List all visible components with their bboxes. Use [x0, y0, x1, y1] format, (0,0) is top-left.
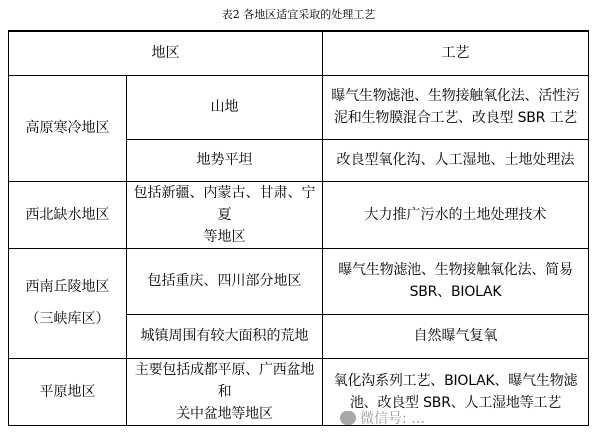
region-plain: 平原地区: [9, 358, 127, 425]
process-northwest: 大力推广污水的土地处理技术: [323, 181, 589, 248]
header-region: 地区: [9, 31, 323, 75]
process-line: 氧化沟系列工艺、BIOLAK、曝气生物滤: [333, 372, 578, 389]
header-process: 工艺: [323, 31, 589, 75]
process-line: 曝气生物滤池、生物接触氧化法、简易: [338, 262, 573, 278]
area-line: 等地区: [203, 228, 246, 245]
process-line: 池、改良型 SBR、人工湿地等工艺: [349, 394, 562, 411]
area-wasteland: 城镇周围有较大面积的荒地: [127, 314, 323, 358]
region-northwest: 西北缺水地区: [9, 181, 127, 248]
table-caption: 表2 各地区适宜采取的处理工艺: [221, 8, 376, 21]
region-line: 西南丘陵地区: [25, 279, 110, 295]
region-southwest: [9, 248, 127, 358]
region-line: （三峡库区）: [25, 311, 110, 327]
process-line: SBR、BIOLAK: [409, 284, 502, 300]
process-wasteland: 自然曝气复氧: [323, 314, 589, 358]
area-plain: [127, 358, 323, 425]
watermark: [340, 408, 425, 428]
table-row: [9, 248, 589, 314]
area-line: 关中盆地等地区: [176, 405, 273, 422]
table-header-row: [9, 31, 589, 75]
process-table: [8, 30, 589, 426]
area-flat: 地势平坦: [127, 139, 323, 181]
area-line: 包括新疆、内蒙古、甘肃、宁夏: [133, 184, 316, 223]
table-row: [9, 358, 589, 425]
process-mountain: [323, 75, 589, 139]
table-row: [9, 181, 589, 248]
area-mountain: 山地: [127, 75, 323, 139]
wechat-icon: [340, 411, 356, 425]
table-row: [9, 75, 589, 139]
process-flat: 改良型氧化沟、人工湿地、土地处理法: [323, 139, 589, 181]
process-line: 曝气生物滤池、生物接触氧化法、活性污: [331, 88, 580, 104]
area-northwest: [127, 181, 323, 248]
area-line: 主要包括成都平原、广西盆地和: [134, 361, 315, 400]
area-chongqing: 包括重庆、四川部分地区: [127, 248, 323, 314]
watermark-text: 微信号: …: [360, 411, 426, 427]
region-highland: 高原寒冷地区: [9, 75, 127, 181]
process-chongqing: [323, 248, 589, 314]
process-line: 泥和生物膜混合工艺、改良型 SBR 工艺: [333, 110, 578, 126]
